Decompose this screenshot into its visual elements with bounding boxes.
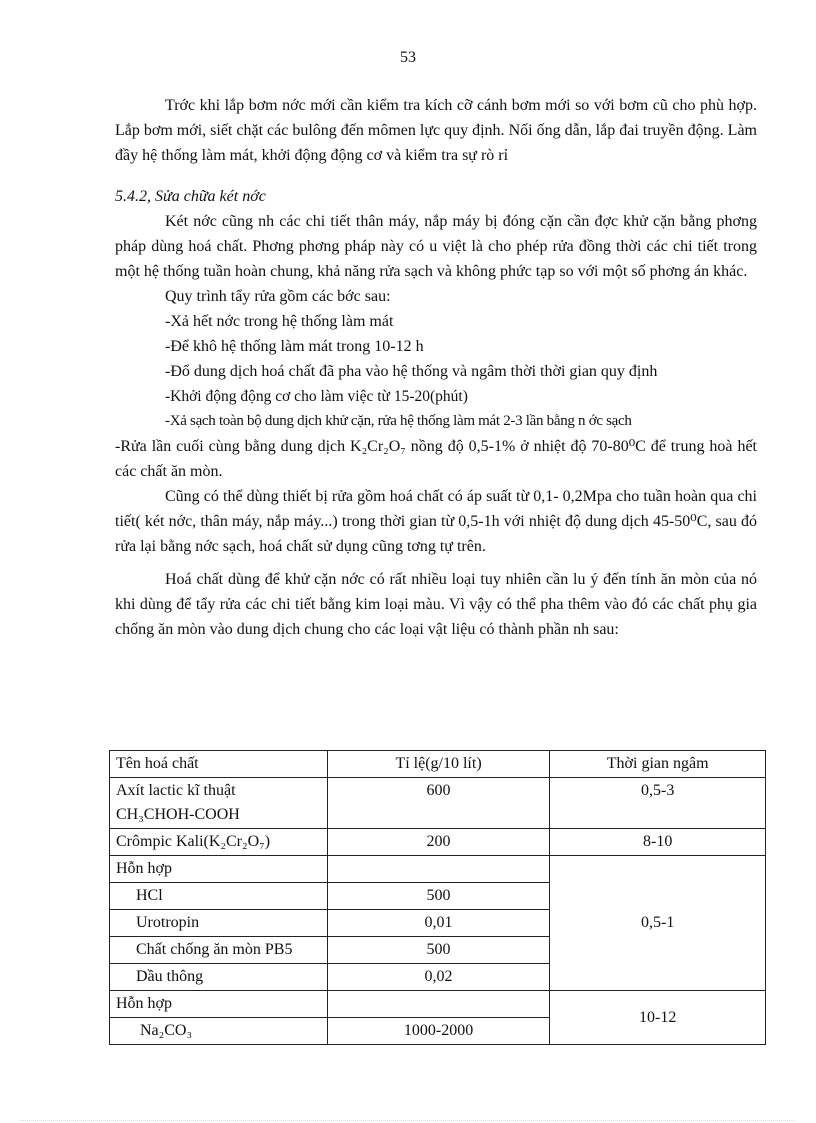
table-cell-time: 0,5-1 (550, 856, 766, 991)
procedure-intro: Quy trình tẩy rửa gồm các bớc sau: (165, 288, 391, 305)
chemical-table (109, 750, 766, 1045)
paragraph-pump-install: Trớc khi lắp bơm nớc mới cần kiểm tra kích cỡ cánh bơm mới so với bơm cũ cho phù hợp. Lắp bơm mới, siết chặt các bulông đến mômen lực quy định. Nối ống dẫn, lắp đai truyền động. Làm đầy hệ thống làm mát, khởi động động cơ và kiểm tra sự rò rỉ (115, 97, 757, 164)
table-cell-group-label: Hỗn hợp (110, 991, 328, 1018)
procedure-step: -Xả sạch toàn bộ dung dịch khử cặn, rửa hệ thống làm mát 2-3 lần bằng n ớc sạch (165, 413, 632, 429)
table-row (110, 991, 766, 1018)
table-cell-name: Chất chống ăn mòn PB5 (110, 937, 328, 964)
document-body (115, 93, 757, 642)
table-cell-group-label: Hỗn hợp (110, 856, 328, 883)
paragraph-radiator-descale: Két nớc cũng nh các chi tiết thân máy, nắp máy bị đóng cặn cần đợc khử cặn bằng phơng pháp dùng hoá chất. Phơng phơng pháp này có u việt là cho phép rửa đồng thời các chi tiết trong một hệ thống tuần hoàn chung, khả năng rửa sạch và không phức tạp so với một số phơng án khác. (115, 213, 757, 280)
procedure-step: -Xả hết nớc trong hệ thống làm mát (165, 313, 394, 330)
table-cell-ratio: 500 (327, 937, 550, 964)
procedure-step: -Đổ dung dịch hoá chất đã pha vào hệ thống và ngâm thời thời gian quy định (165, 363, 658, 380)
chemical-name: Axít lactic kĩ thuật (116, 782, 236, 799)
table-cell-name: Urotropin (110, 910, 328, 937)
table-cell-ratio: 0,02 (327, 964, 550, 991)
procedure-step-final: -Rửa lần cuối cùng bằng dung dịch K₂Cr₂O₇ nồng độ 0,5-1% ở nhiệt độ 70-80⁰C để trung hoà hết các chất ăn mòn. (115, 438, 757, 480)
table-row (110, 856, 766, 883)
table-cell-ratio: 500 (327, 883, 550, 910)
table-cell-empty (327, 856, 550, 883)
table-row (110, 778, 766, 829)
paragraph-pressure-wash: Cũng có thể dùng thiết bị rửa gồm hoá chất có áp suất từ 0,1- 0,2Mpa cho tuần hoàn qua chi tiết( két nớc, thân máy, nắp máy...) trong thời gian từ 0,5-1h với nhiệt độ dung dịch 45-50⁰C, sau đó rửa lại bằng nớc sạch, hoá chất sử dụng cũng tơng tự trên. (115, 488, 757, 555)
table-cell-name (110, 778, 328, 829)
table-cell-time: 10-12 (550, 991, 766, 1045)
table-cell-time: 0,5-3 (550, 778, 766, 829)
table-header-row (110, 751, 766, 778)
table-header-cell: Thời gian ngâm (550, 751, 766, 778)
table-header-cell: Tỉ lệ(g/10 lít) (327, 751, 550, 778)
paragraph-chemicals: Hoá chất dùng để khử cặn nớc có rất nhiều loại tuy nhiên cần lu ý đến tính ăn mòn của nó khi dùng để tẩy rửa các chi tiết bằng kim loại màu. Vì vậy có thể pha thêm vào đó các chất phụ gia chống ăn mòn vào dung dịch chung cho các loại vật liệu có thành phần nh sau: (115, 571, 757, 638)
chemical-formula: CH₃CHOH-COOH (116, 806, 240, 823)
table-cell-name: Dầu thông (110, 964, 328, 991)
procedure-step: -Để khô hệ thống làm mát trong 10-12 h (165, 338, 424, 355)
section-heading: 5.4.2, Sửa chữa két nớc (115, 188, 266, 205)
table-cell-name: HCl (110, 883, 328, 910)
table-cell-ratio: 200 (327, 829, 550, 856)
table-cell-name: Crômpic Kali(K₂Cr₂O₇) (110, 829, 328, 856)
table-cell-ratio: 1000-2000 (327, 1018, 550, 1045)
page-bottom-border (20, 1120, 796, 1121)
page-number: 53 (400, 49, 416, 66)
table-cell-ratio: 0,01 (327, 910, 550, 937)
table-header-cell: Tên hoá chất (110, 751, 328, 778)
procedure-step: -Khởi động động cơ cho làm việc từ 15-20(phút) (165, 388, 468, 405)
table-row (110, 829, 766, 856)
table-cell-ratio: 600 (327, 778, 550, 829)
table-cell-empty (327, 991, 550, 1018)
table-cell-name: Na₂CO₃ (110, 1018, 328, 1045)
table-cell-time: 8-10 (550, 829, 766, 856)
